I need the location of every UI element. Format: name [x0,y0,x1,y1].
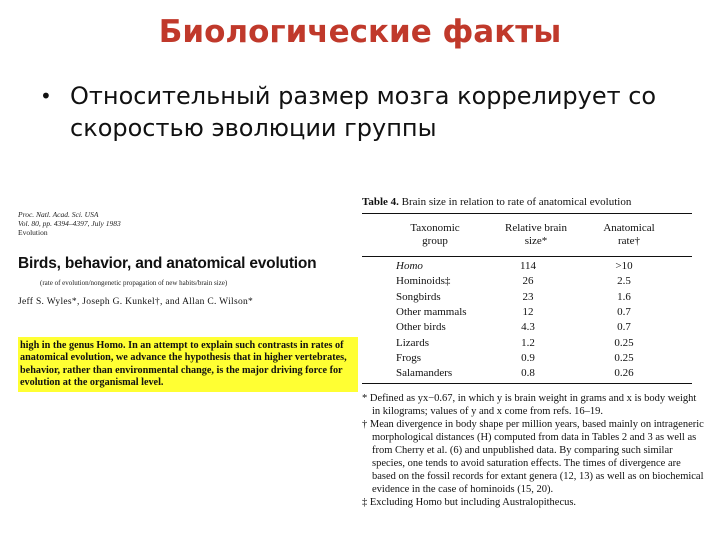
table-note: ‡ Excluding Homo but including Australopithecus. [362,497,577,508]
table-row [362,291,692,306]
cell-group: Homo [396,260,423,272]
cell-group: Songbirds [396,290,441,303]
cell-rate: 0.26 [614,367,634,380]
table-note: * Defined as yx−0.67, in which y is brain weight in grams and x is body weight in kilograms; values of y and x come from refs. 16–19. [362,393,697,417]
highlighted-abstract: high in the genus Homo. In an attempt to explain such contrasts in rates of anatomical evolution, we advance the hypothesis that in higher vertebrates, behavior, rather than environmental change, is the major driving force for evolution at the organismal level. [18,337,358,392]
cell-brain: 1.2 [521,336,535,349]
table-row [362,260,692,275]
table-header-rule [362,256,692,257]
cell-group: Lizards [396,336,429,349]
paper-excerpt [18,210,358,410]
table-row [362,321,692,336]
slide-title: Биологические факты [158,14,562,50]
table-notes [362,392,706,509]
cell-brain: 0.8 [521,367,535,380]
bullet-dot-icon: • [40,84,52,108]
cell-rate: 0.7 [617,321,631,334]
cell-brain: 114 [519,260,537,272]
cell-brain: 0.9 [521,351,535,364]
header-rate: Anatomical rate† [603,222,655,247]
bullet-point [40,80,700,144]
header-brain: Relative brain size* [504,222,567,247]
table-row [362,306,692,321]
paper-authors: Jeff S. Wyles*, Joseph G. Kunkel†, and Allan C. Wilson* [18,297,254,307]
paper-volume: Vol. 80, pp. 4394–4397, July 1983 [18,219,121,228]
brain-size-table [362,196,710,536]
table-row [362,352,692,367]
table-caption-label: Table 4. [362,196,399,208]
cell-rate: 1.6 [617,290,631,303]
cell-rate: 0.7 [617,305,631,318]
bullet-text: Относительный размер мозга коррелирует со скоростью эволюции группы [70,82,657,142]
paper-subtitle: (rate of evolution/nongenetic propagation of new habits/brain size) [40,279,228,287]
table-note: † Mean divergence in body shape per million years, based mainly on intrageneric morphological distances (H) computed from data in Tables 2 and 3 as well as from Cherry et al. (6) and unpublished data. By comparing such similar species, one tends to avoid saturation effects. The times of divergence are based on the fossil records for extant genera (12, 13) as well as on biochemical evidence in the case of hominoids (15, 20). [362,419,704,495]
cell-brain: 4.3 [521,321,535,334]
table-row [362,337,692,352]
cell-rate: 2.5 [617,275,631,288]
paper-title: Birds, behavior, and anatomical evolution [18,255,317,272]
cell-brain: 26 [522,275,534,288]
cell-brain: 12 [522,305,534,318]
paper-section: Evolution [18,228,48,237]
table-row [362,367,692,382]
table-top-rule [362,213,692,214]
cell-brain: 23 [522,290,534,303]
table-row [362,275,692,290]
table-caption-text: Brain size in relation to rate of anatomical evolution [401,196,632,208]
cell-rate: 0.25 [614,351,634,364]
paper-journal: Proc. Natl. Acad. Sci. USA [18,210,99,219]
cell-group: Other birds [396,321,446,334]
cell-group: Hominoids‡ [396,275,451,288]
table-caption [362,196,631,208]
cell-group: Salamanders [396,367,453,380]
table-bottom-rule [362,383,692,384]
cell-rate: >10 [615,260,633,272]
cell-group: Frogs [396,351,422,364]
cell-group: Other mammals [396,305,467,318]
header-group: Taxonomic group [410,222,460,247]
cell-rate: 0.25 [614,336,634,349]
